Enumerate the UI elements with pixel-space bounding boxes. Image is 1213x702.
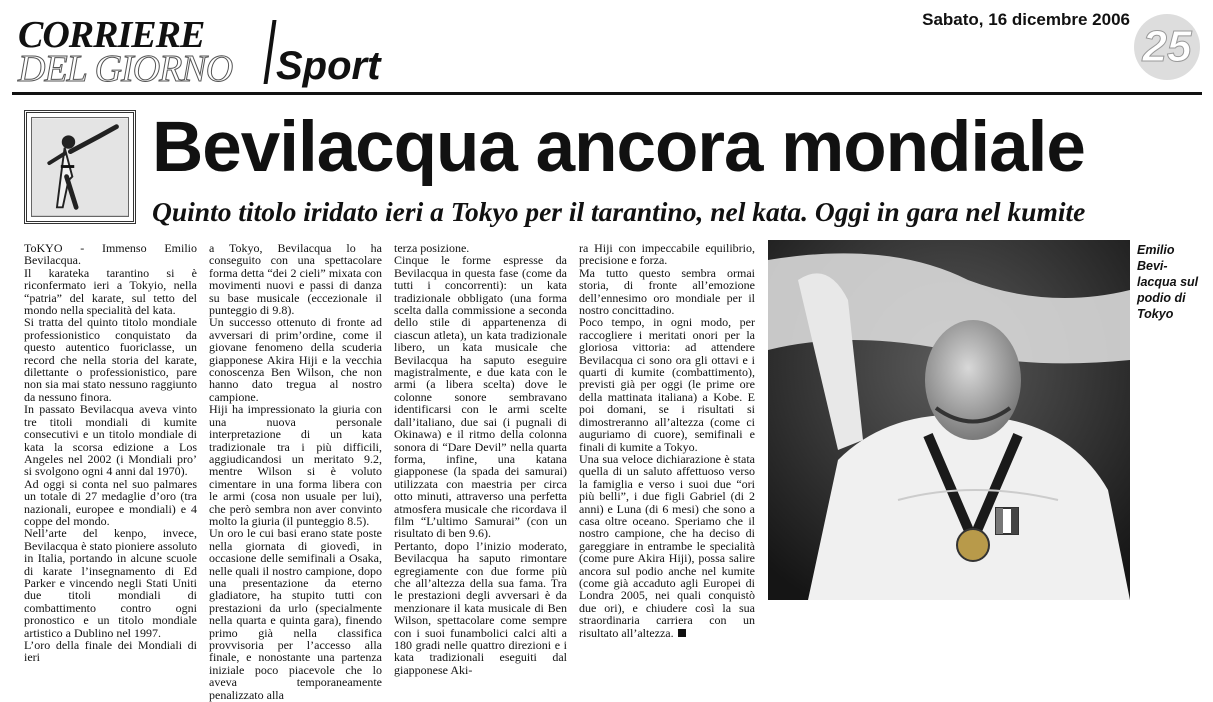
article-column-3 [394,241,567,677]
newspaper-logo[interactable] [12,16,262,90]
photo-illustration [768,240,1130,600]
column-2-text: a Tokyo, Bevilacqua lo ha conseguito con una spettacolare forma detta “dei 2 cieli” mixata con movimenti nuovi e passi di danza su base musicale (eccezionale il punteggio di 9.8). Un successo ottenuto di fronte ad avversari di prim’ordine, come il giovane fenomeno della scuderia giapponese Akira Hiji e la vecchia conoscenza Ben Wilson, che non hanno dato tregua al nostro campione. Hiji ha impressionato la giuria con una nuova personale interpretazione di un kata tradizionale tra i più difficili, aggiudicandosi un meritato 9.2, mentre Wilson si è voluto cimentare in una forma libera con le armi (cosa non usuale per lui), che però sembra non aver convinto molto la giuria (il punteggio 8.5). Un oro le cui basi erano state poste nella giornata di giovedì, in occasione delle semifinali a Osaka, nelle quali il nostro campione, dopo una presentazione da eterno gladiatore, ha stupito tutti con prestazioni da urlo (specialmente nella quarta e quinta gara), finendo primo già nella classifica provvisoria per l’accesso alla finale, e nonostante una partenza iniziale poco piacevole che lo aveva temporaneamente penalizzato alla [209,241,382,702]
article-column-2 [209,241,382,702]
athlete-with-medal-photo[interactable] [768,240,1130,600]
column-3-text: terza posizione. Cinque le forme espresse da Bevilacqua in questa fase (come da tutti i concorrenti): un kata tradizionale obbligato (una forma scelta dalla commissione a seconda dello stile di appartenenza di ciascun atleta), un kata tradizionale libero, un kata musicale che Bevilacqua ha saputo eseguire magistralmente, e due kata con le armi (a libera scelta) dove le colonne sonore sembravano identificarsi con le armi scelte dall’italiano, due sai (i pugnali di Okinawa) e il ritmo della colonna sonora di “Dare Devil” nella quarta forma, infine, una katana giapponese (la spada dei samurai) utilizzata con maestria per circa otto minuti, attraverso una perfetta atmosfera musicale che ricordava il film “L’ultimo Samurai” (con un risultato di ben 9.6). Pertanto, dopo l’inizio moderato, Bevilacqua ha saputo rimontare egregiamente con due forme più che all’altezza della sua fama. Tra le prestazioni degli avversari è da menzionare il kata musicale di Ben Wilson, spettacolare come sempre con i suoi funambolici calci alti a 180 gradi nelle quattro direzioni e i kata tradizionali eseguiti dal giapponese Aki- [394,241,567,677]
photo-caption: Emilio Bevi-lacqua sul podio di Tokyo [1137,243,1199,321]
article-column-4 [579,241,755,640]
logo-line-1: CORRIERE [18,14,205,56]
article-column-1 [24,241,197,665]
column-1-text: ToKYO - Immenso Emilio Bevilacqua. Il karateka tarantino si è riconfermato ieri a Tokyio, nella “patria” del karate, sul tetto del mondo nella specialità del kata. Si tratta del quinto titolo mondiale professionistico conquistato da questo autentico fuoriclasse, un record che nella storia del karate, dilettante o professionistico, pare non sia mai stato nessuno raggiunto da nessuno finora. In passato Bevilacqua aveva vinto tre titoli mondiali di kumite consecutivi e un titolo mondiale di kata la scorsa edizione a Los Angeles nel 2002 (i Mondiali pro’ si svolgono ogni 4 anni dal 1970). Ad oggi si conta nel suo palmares un totale di 27 medaglie d’oro (tra nazionali, europee e mondiali) e 4 coppe del mondo. Nell’arte del kenpo, invece, Bevilacqua è stato pioniere assoluto in Italia, portando in alcune scuole di karate l’insegnamento di Ed Parker e vincendo negli Stati Uniti due titoli mondiali di combattimento contro ogni pronostico e un titolo mondiale artistico a Dublino nel 1997. L’oro della finale dei Mondiali di ieri [24,241,197,665]
issue-date: Sabato, 16 dicembre 2006 [922,10,1130,29]
karate-silhouette [32,118,128,216]
article-headline: Bevilacqua ancora mondiale [152,108,1085,187]
article-subhead: Quinto titolo iridato ieri a Tokyo per il tarantino, nel kata. Oggi in gara nel kumite [152,196,1086,227]
end-of-article-square-icon [678,629,686,637]
masthead [12,8,1202,90]
logo-divider [264,20,277,84]
karate-kick-figure-icon [31,117,129,217]
masthead-rule [12,92,1202,95]
logo-line-2: DEL GIORNO [18,48,233,90]
thumbnail-frame [24,110,136,224]
column-4-text: ra Hiji con impeccabile equilibrio, precisione e forza. Ma tutto questo sembra ormai storia, di fronte all’emozione dell’ennesimo oro mondiale per il nostro concittadino. Poco tempo, in ogni modo, per raccogliere i meritati onori per la gloriosa vittoria: ad attendere Bevilacqua ci sono ora gli ottavi e i quarti di kumite (combattimento), previsti già per oggi (le prime ore della mattinata italiana) a Kobe. E poi domani, se i risultati si dimostreranno all’altezza (come ci auguriamo di cuore), semifinali e finali di kumite a Tokyo. Una sua veloce dichiarazione è stata quella di un saluto affettuoso verso la famiglia e verso i suoi due “ori più belli”, i due figli Gabriel (di 2 anni) e Luna (di 6 mesi) che sono a casa oltre oceano. Speriamo che il nostro campione, che ha deciso di gareggiare in entrambe le specialità (come pure Akira Hiji), possa salire ancora sul podio anche nel kumite (come già accaduto agli Europei di Londra 2005, nei quali conquistò due ori), e chiudere così la sua straordinaria carriera con un risultato all’altezza. [579,241,755,640]
page-number-badge: 25 [1134,14,1200,80]
section-title: Sport [276,44,381,88]
